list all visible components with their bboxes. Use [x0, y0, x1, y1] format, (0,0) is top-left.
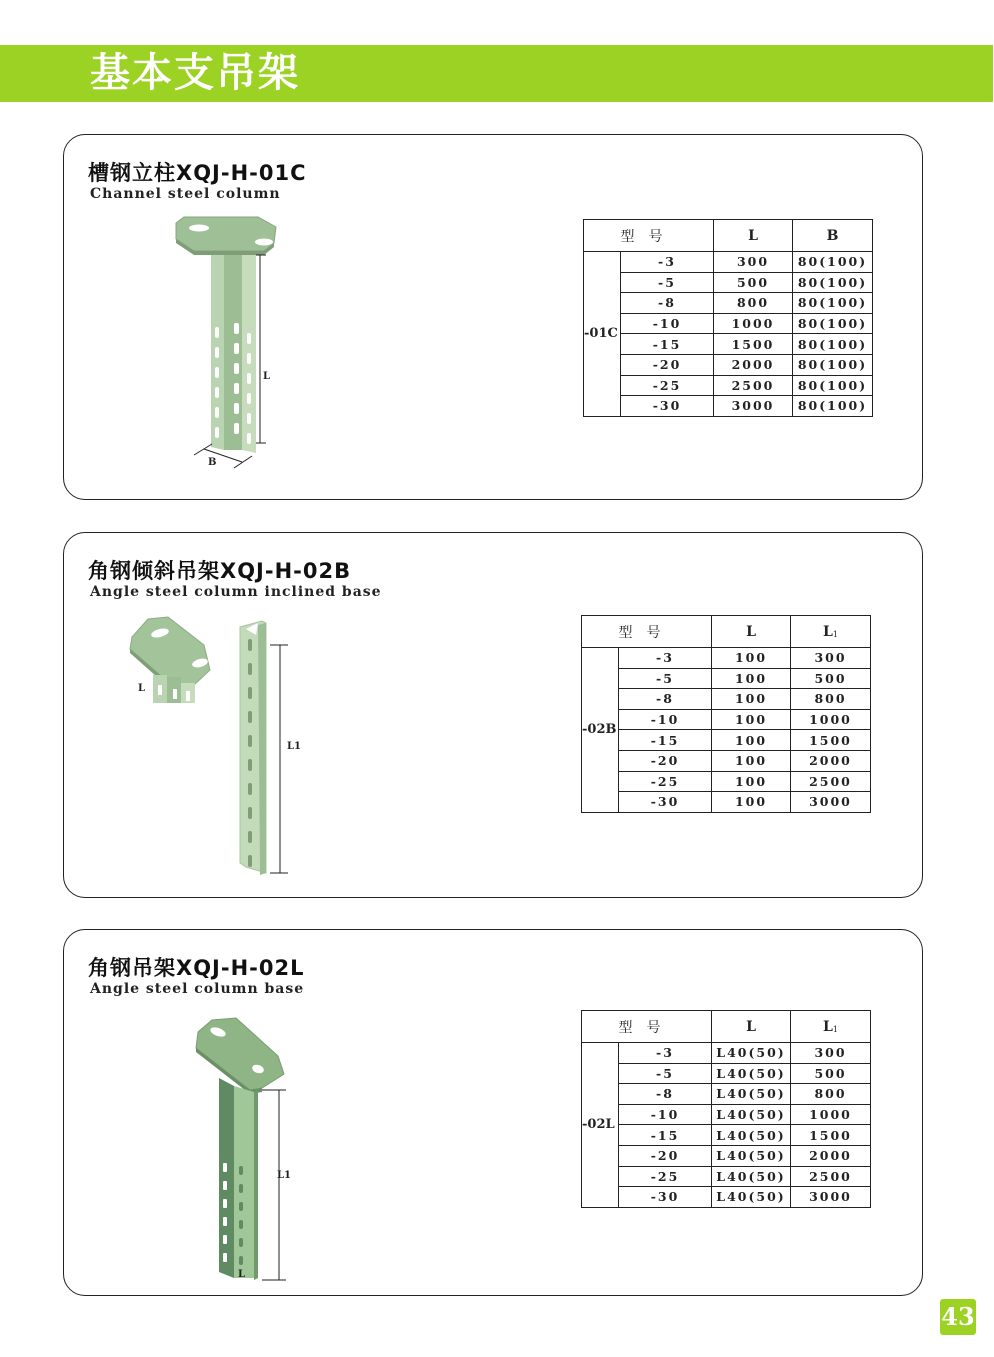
cell-model: -25 — [621, 375, 714, 396]
table-row — [582, 1043, 871, 1064]
cell-l: L40(50) — [712, 1187, 791, 1208]
cell-l: 100 — [712, 792, 791, 813]
cell-model: -15 — [621, 334, 714, 355]
cell-l: 500 — [714, 272, 793, 293]
cell-b: 80(100) — [793, 252, 873, 273]
table-row — [584, 252, 873, 273]
header-model: 型号 — [582, 1011, 712, 1043]
spec-table — [583, 219, 873, 417]
table-row — [582, 668, 871, 689]
section-title: 角钢倾斜吊架XQJ-H-02B — [88, 559, 352, 583]
table-row — [584, 313, 873, 334]
cell-l: 2000 — [714, 354, 793, 375]
cell-l: 100 — [712, 750, 791, 771]
cell-l: 3000 — [714, 396, 793, 417]
channel-steel-column-illustration — [164, 215, 304, 475]
table-row — [584, 334, 873, 355]
table-row — [584, 354, 873, 375]
cell-l: 100 — [712, 689, 791, 710]
dimension-label-l: L — [138, 683, 146, 694]
header-model: 型号 — [584, 220, 714, 252]
header-b: B — [793, 220, 873, 252]
group-label: -02L — [582, 1043, 619, 1208]
cell-l: 100 — [712, 709, 791, 730]
cell-l1: 1000 — [791, 709, 871, 730]
cell-l: 100 — [712, 668, 791, 689]
cell-b: 80(100) — [793, 334, 873, 355]
header-l1: $L_1$ — [791, 616, 871, 648]
cell-l: 800 — [714, 293, 793, 314]
cell-l1: 500 — [791, 668, 871, 689]
table-row — [582, 709, 871, 730]
cell-model: -30 — [621, 396, 714, 417]
dimension-label-b: B — [208, 457, 217, 468]
cell-l1: 1500 — [791, 730, 871, 751]
cell-l: 300 — [714, 252, 793, 273]
cell-model: -8 — [621, 293, 714, 314]
dimension-label-l: L — [238, 1269, 246, 1280]
table-row — [582, 1125, 871, 1146]
section-subtitle: Channel steel column — [90, 186, 281, 202]
cell-l1: 2500 — [791, 1166, 871, 1187]
table-header-row — [582, 616, 871, 648]
cell-model: -20 — [621, 354, 714, 375]
page-number: 43 — [940, 1299, 976, 1335]
header-model: 型号 — [582, 616, 712, 648]
cell-l1: 800 — [791, 1084, 871, 1105]
header-l1: $L_1$ — [791, 1011, 871, 1043]
page-title: 基本支吊架 — [90, 50, 300, 96]
dimension-label-l: L — [263, 371, 271, 382]
cell-l: L40(50) — [712, 1084, 791, 1105]
angle-steel-base-illustration — [192, 1016, 302, 1286]
cell-l1: 2000 — [791, 750, 871, 771]
section-subtitle: Angle steel column inclined base — [90, 584, 382, 600]
cell-model: -25 — [619, 1166, 712, 1187]
table-row — [582, 792, 871, 813]
cell-l1: 800 — [791, 689, 871, 710]
cell-model: -3 — [619, 1043, 712, 1064]
table-row — [584, 375, 873, 396]
table-row — [582, 1145, 871, 1166]
cell-l: 100 — [712, 730, 791, 751]
cell-model: -3 — [619, 648, 712, 669]
section-title: 槽钢立柱XQJ-H-01C — [88, 161, 307, 185]
table-row — [582, 1063, 871, 1084]
cell-model: -30 — [619, 792, 712, 813]
table-row — [584, 293, 873, 314]
header-l: L — [714, 220, 793, 252]
cell-model: -30 — [619, 1187, 712, 1208]
cell-l1: 3000 — [791, 1187, 871, 1208]
cell-l1: 1500 — [791, 1125, 871, 1146]
cell-l: L40(50) — [712, 1043, 791, 1064]
cell-l1: 300 — [791, 648, 871, 669]
section-01c — [63, 134, 923, 500]
cell-b: 80(100) — [793, 375, 873, 396]
cell-model: -5 — [619, 1063, 712, 1084]
cell-l1: 3000 — [791, 792, 871, 813]
cell-b: 80(100) — [793, 354, 873, 375]
cell-b: 80(100) — [793, 272, 873, 293]
cell-l: 100 — [712, 771, 791, 792]
cell-l1: 300 — [791, 1043, 871, 1064]
cell-b: 80(100) — [793, 313, 873, 334]
cell-model: -8 — [619, 689, 712, 710]
cell-model: -15 — [619, 730, 712, 751]
cell-model: -25 — [619, 771, 712, 792]
spec-table — [581, 1010, 871, 1208]
cell-l: 100 — [712, 648, 791, 669]
header-l: L — [712, 616, 791, 648]
table-row — [582, 1104, 871, 1125]
section-title: 角钢吊架XQJ-H-02L — [88, 956, 305, 980]
table-row — [582, 730, 871, 751]
table-row — [582, 1084, 871, 1105]
cell-l: 1000 — [714, 313, 793, 334]
table-row — [584, 396, 873, 417]
section-02l — [63, 929, 923, 1296]
table-row — [582, 1187, 871, 1208]
cell-l: L40(50) — [712, 1125, 791, 1146]
header-banner — [0, 45, 993, 102]
cell-l: 1500 — [714, 334, 793, 355]
table-row — [582, 750, 871, 771]
cell-model: -5 — [619, 668, 712, 689]
cell-l: L40(50) — [712, 1104, 791, 1125]
cell-l: 2500 — [714, 375, 793, 396]
cell-b: 80(100) — [793, 396, 873, 417]
table-header-row — [582, 1011, 871, 1043]
dimension-label-l1: L1 — [287, 741, 301, 752]
table-row — [582, 771, 871, 792]
group-label: -01C — [584, 252, 621, 417]
table-header-row — [584, 220, 873, 252]
cell-l1: 500 — [791, 1063, 871, 1084]
dimension-label-l1: L1 — [277, 1170, 291, 1181]
cell-model: -15 — [619, 1125, 712, 1146]
section-02b — [63, 532, 923, 898]
cell-l1: 2000 — [791, 1145, 871, 1166]
table-row — [584, 272, 873, 293]
cell-l: L40(50) — [712, 1063, 791, 1084]
cell-model: -3 — [621, 252, 714, 273]
table-row — [582, 648, 871, 669]
section-subtitle: Angle steel column base — [90, 981, 305, 997]
cell-model: -10 — [619, 1104, 712, 1125]
table-row — [582, 1166, 871, 1187]
cell-model: -10 — [621, 313, 714, 334]
table-row — [582, 689, 871, 710]
cell-l1: 2500 — [791, 771, 871, 792]
cell-model: -20 — [619, 750, 712, 771]
cell-model: -8 — [619, 1084, 712, 1105]
cell-l1: 1000 — [791, 1104, 871, 1125]
cell-l: L40(50) — [712, 1145, 791, 1166]
spec-table — [581, 615, 871, 813]
header-l: L — [712, 1011, 791, 1043]
cell-b: 80(100) — [793, 293, 873, 314]
cell-model: -20 — [619, 1145, 712, 1166]
group-label: -02B — [582, 648, 619, 813]
cell-l: L40(50) — [712, 1166, 791, 1187]
cell-model: -5 — [621, 272, 714, 293]
cell-model: -10 — [619, 709, 712, 730]
